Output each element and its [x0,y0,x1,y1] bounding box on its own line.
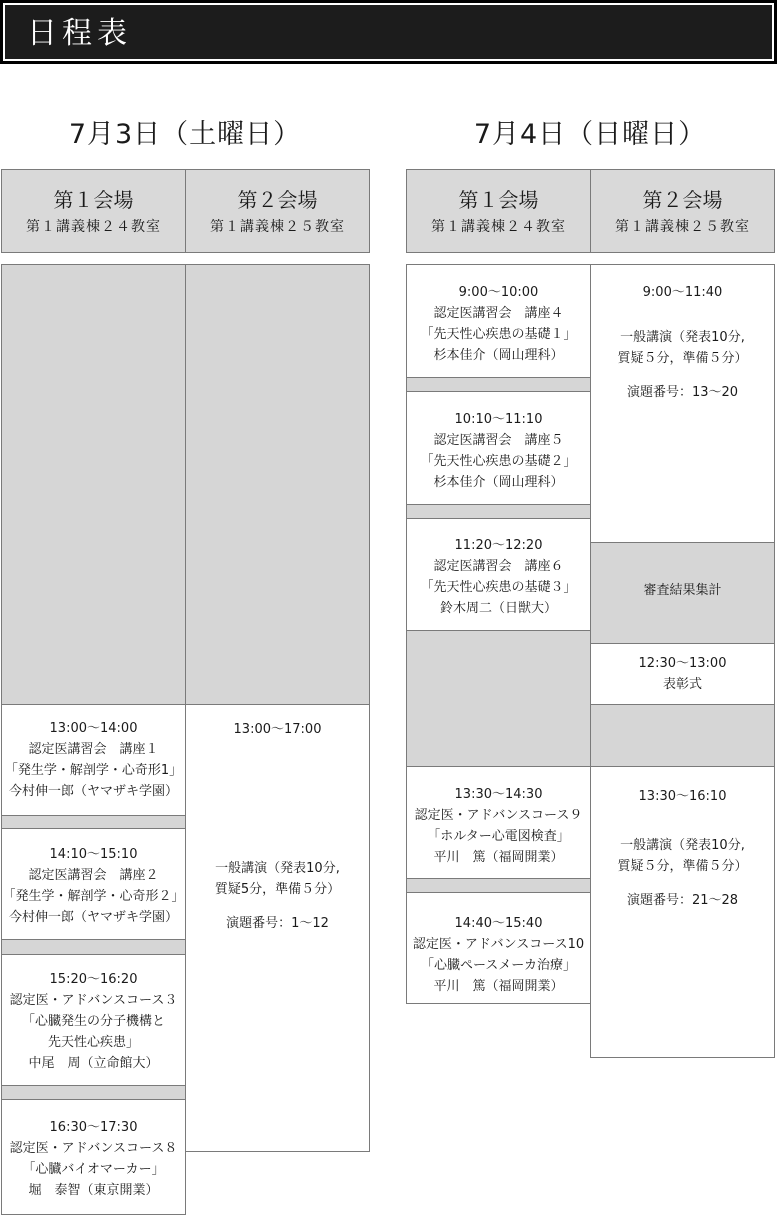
session-line: 認定医講習会 講座６ [433,559,564,574]
session-time: 16:30〜17:30 [49,1120,138,1135]
break-slot [1,815,186,829]
session-line: 認定医・アドバンスコース10 [412,937,585,952]
session-time: 13:00〜17:00 [233,722,322,737]
session-block [406,264,591,378]
session-time: 9:00〜11:40 [642,285,723,300]
session-block [185,704,370,1152]
break-slot [1,1085,186,1100]
session-block [1,954,186,1086]
session-block [1,1099,186,1215]
session-time: 11:20〜12:20 [454,538,543,553]
session-line: 認定医講習会 講座１ [28,742,159,757]
session-line: 「ホルター心電図検査」 [427,829,570,844]
session-time: 9:00〜10:00 [458,285,539,300]
hall-name: 第２会場 [237,188,318,212]
session-number: 演題番号：1〜12 [226,916,329,931]
break-slot [406,878,591,893]
hall-room: 第１講義棟２５教室 [210,219,345,235]
session-line: 認定医・アドバンスコース８ [9,1141,178,1156]
lunch-slot [406,630,591,767]
lunch-slot [590,704,775,767]
session-time: 13:00〜14:00 [49,721,138,736]
session-line: 「心臓発生の分子機構と [21,1014,165,1029]
day-title-jul4: 7月4日（日曜日） [473,119,707,150]
session-line: 認定医講習会 講座５ [433,433,564,448]
hall-name: 第２会場 [642,188,723,212]
day2-hall2-header [590,169,775,253]
session-line: 認定医講習会 講座２ [28,868,159,883]
title-banner [0,0,777,64]
hall-name: 第１会場 [458,188,539,212]
tally-label: 審査結果集計 [643,583,722,598]
session-line: 一般講演（発表10分, [215,861,340,876]
session-line: 杉本佳介（岡山理科） [433,348,564,363]
hall-room: 第１講義棟２４教室 [26,219,161,235]
session-block [406,518,591,631]
award-ceremony-block [590,643,775,705]
session-line: 杉本佳介（岡山理科） [433,475,564,490]
page-title: 日程表 [27,16,132,51]
session-line: 「先天性心疾患の基礎２」 [420,454,577,469]
session-time: 15:20〜16:20 [49,972,138,987]
empty-slot [1,264,186,705]
session-time: 13:30〜16:10 [638,789,727,804]
session-line: 質疑５分，準備５分） [617,859,748,874]
session-time: 13:30〜14:30 [454,787,543,802]
session-line: 質疑５分，準備５分） [617,351,748,366]
day1-hall1-header [1,169,186,253]
day2-hall1-header [406,169,591,253]
session-block [406,391,591,505]
session-line: 今村伸一郎（ヤマザキ学園） [8,784,178,799]
session-line: 「先天性心疾患の基礎１」 [420,327,577,342]
session-block [1,704,186,816]
break-slot [1,939,186,955]
session-line: 「心臓バイオマーカー」 [22,1162,165,1177]
session-time: 10:10〜11:10 [454,412,543,427]
session-line: 中尾 周（立命館大） [28,1056,159,1071]
session-line: 堀 泰智（東京開業） [28,1183,159,1198]
hall-room: 第１講義棟２４教室 [431,219,566,235]
session-block [590,766,775,1058]
session-line: 「先天性心疾患の基礎３」 [420,580,577,595]
tally-slot [590,542,775,644]
day-title-jul3: 7月3日（土曜日） [68,119,302,150]
hall-room: 第１講義棟２５教室 [615,219,750,235]
session-line: 先天性心疾患」 [47,1035,139,1050]
session-time: 12:30〜13:00 [638,656,727,671]
session-line: 「心臓ペースメーカ治療」 [420,958,577,973]
session-time: 14:40〜15:40 [454,916,543,931]
session-number: 演題番号：13〜20 [626,385,739,400]
session-block [1,828,186,940]
session-time: 14:10〜15:10 [49,847,138,862]
session-line: 「発生学・解剖学・心奇形1」 [4,763,183,778]
break-slot [406,504,591,519]
award-label: 表彰式 [662,677,702,692]
session-number: 演題番号：21〜28 [626,893,739,908]
day1-hall2-header [185,169,370,253]
session-line: 今村伸一郎（ヤマザキ学園） [8,910,178,925]
session-line: 質疑5分，準備５分） [214,882,341,897]
session-block [406,892,591,1004]
session-block [406,766,591,879]
session-line: 鈴木周二（日獣大） [439,601,557,616]
session-line: 一般講演（発表10分, [620,838,745,853]
session-line: 認定医講習会 講座４ [433,306,564,321]
session-line: 一般講演（発表10分, [620,330,745,345]
session-line: 平川 篤（福岡開業） [433,979,564,994]
hall-name: 第１会場 [53,188,134,212]
empty-slot [185,264,370,705]
session-line: 平川 篤（福岡開業） [433,850,564,865]
session-line: 認定医・アドバンスコース９ [414,808,583,823]
session-block [590,264,775,543]
session-line: 認定医・アドバンスコース３ [9,993,178,1008]
break-slot [406,377,591,392]
session-line: 「発生学・解剖学・心奇形２」 [2,889,185,904]
